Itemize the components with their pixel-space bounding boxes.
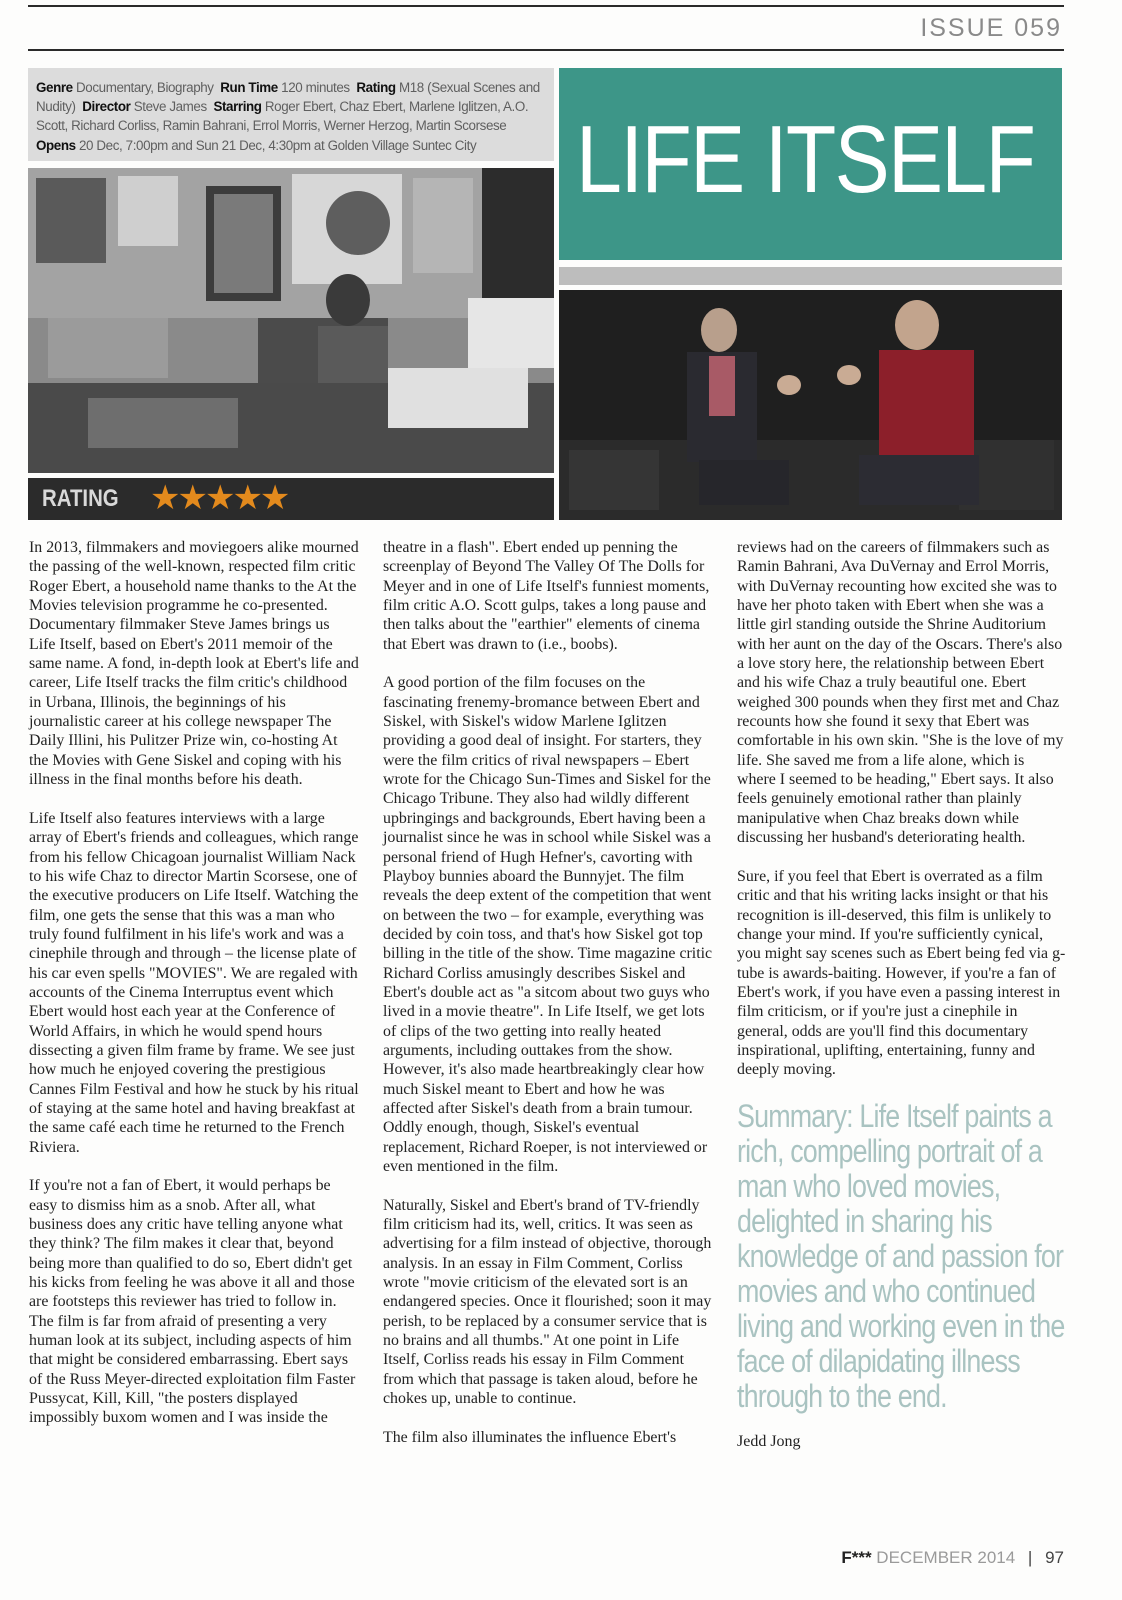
header-rule	[28, 49, 1064, 51]
rating-value: M18 (Sexual Scenes and Nudity)	[36, 80, 540, 115]
rating-stars	[150, 478, 288, 518]
review-summary: Summary: Life Itself paints a rich, compelling portrait of a man who loved movies, delighted in sharing his knowledge of and passion for movies and who continued living and working even in the face of dilapidating illness through to the end.	[737, 1097, 1065, 1414]
office-photo	[28, 168, 554, 473]
paragraph: reviews had on the careers of filmmakers such as Ramin Bahrani, Ava DuVernay and Errol Morris, with DuVernay recounting how excited she was to have her photo taken with Ebert when she was a little girl standing outside the Shrine Auditorium with her aunt on the day of the Oscars. There's also a love story here, the relationship between Ebert and his wife Chaz a truly beautiful one. Ebert weighed 300 pounds when they first met and Chaz recounts how she found it sexy that Ebert was comfortable in his own skin. "She is the love of my life. She saved me from a life alone, which is where I seemed to be heading," Ebert says. It also feels genuinely emotional rather than plainly manipulative when Chaz breaks down while discussing her husband's deteriorating health.	[737, 539, 1064, 847]
footer-separator: |	[1027, 1548, 1033, 1567]
runtime-label: Run Time	[220, 80, 278, 95]
half-star-icon: ★	[259, 478, 288, 518]
rating-label: Rating	[356, 80, 396, 95]
issue-number: ISSUE 059	[920, 14, 1062, 42]
page-footer	[841, 1548, 1064, 1568]
paragraph: The film also illuminates the influence Ebert's	[383, 1428, 677, 1446]
starring-value: Roger Ebert, Chaz Ebert, Marlene Iglitzen, A.O. Scott, Richard Corliss, Ramin Bahrani, Errol Morris, Werner Herzog, Martin Scorsese	[36, 99, 529, 134]
rating-bar	[28, 478, 554, 520]
paragraph: A good portion of the film focuses on the fascinating frenemy-bromance between Ebert and Siskel, with Siskel's widow Marlene Iglitzen providing a good deal of insight. For starters, they were the film critics of rival newspapers – Ebert wrote for the Chicago Sun-Times and Siskel for the Chicago Tribune. They also had wildly different upbringings and backgrounds, Ebert having been a journalist since he was in school while Siskel was a personal friend of Hugh Hefner's, cavorting with Playboy bunnies aboard the Bunnyjet. The film reveals the deep extent of the competition that went on between the two – for example, everything was decided by coin toss, and that's how Siskel got top billing in the title of the show. Time magazine critic Richard Corliss amusingly describes Siskel and Ebert's double act as "a sitcom about two guys who lived in a movie theatre". In Life Itself, we get lots of clips of the two getting into really heated arguments, including outtakes from the show. However, it's also made heartbreakingly clear how much Siskel meant to Ebert and how he was affected after Siskel's death from a brain tumour. Oddly enough, though, Siskel's eventual replacement, Richard Roeper, is not interviewed or even mentioned in the film.	[383, 674, 713, 1175]
page-number: 97	[1045, 1548, 1064, 1567]
paragraph: Sure, if you feel that Ebert is overrated as a film critic and that his writing lacks insight or that his recognition is ill-deserved, this film is unlikely to change your mind. If you're sufficiently cynical, you might say scenes such as Ebert being fed via g-tube is awards-baiting. However, if you're a fan of Ebert's work, if you have even a passing interest in film criticism, or if you're just a cinephile in general, odds are you'll find this documentary inspirational, uplifting, entertaining, funny and deeply moving.	[737, 867, 1066, 1079]
author-byline: Jedd Jong	[737, 1432, 801, 1450]
genre-value: Documentary, Biography	[76, 80, 214, 95]
paragraph: theatre in a flash". Ebert ended up penning the screenplay of Beyond The Valley Of The Dolls for Meyer and in one of Life Itself's funniest moments, film critic A.O. Scott gulps, takes a long pause and then talks about the "earthier" elements of cinema that Ebert was drawn to (i.e., boobs).	[383, 539, 710, 653]
magazine-name: F***	[841, 1548, 872, 1567]
article-column-3	[737, 538, 1067, 1451]
star-icons: ★★★★	[150, 478, 260, 518]
genre-label: Genre	[36, 80, 73, 95]
paragraph: Naturally, Siskel and Ebert's brand of TV-friendly film criticism had its, well, critics. It was seen as advertising for a film instead of objective, thorough analysis. In an essay in Film Comment, Corliss wrote "movie criticism of the elevated sort is an endangered species. Once it flourished; soon it may perish, to be replaced by a consumer service that is no brains and all thumbs." At one point in Life Itself, Corliss reads his essay in Film Comment from which that passage is taken aloud, before he chokes up, unable to continue.	[383, 1196, 712, 1408]
film-info-box	[28, 68, 554, 161]
director-value: Steve James	[133, 99, 207, 115]
starring-label: Starring	[213, 99, 262, 115]
title-banner	[559, 68, 1062, 260]
paragraph: Life Itself also features interviews with a large array of Ebert's friends and colleagues, which range from his fellow Chicagoan journalist William Nack to his wife Chaz to director Martin Scorsese, one of the executive producers on Life Itself. Watching the film, one gets the sense that this was a man who truly found fulfilment in his life's work and was a cinephile through and through – the license plate of his car even spells "MOVIES". We are regaled with accounts of the Cinema Interruptus event which Ebert would host each year at the Conference of World Affairs, in which he would spend hours dissecting a given film frame by frame. We see just how much he enjoyed covering the prestigious Cannes Film Festival and how he stuck by his ritual of staying at the same hotel and having breakfast at the same café each time he returned to the French Riviera.	[29, 809, 359, 1156]
issue-date: DECEMBER 2014	[876, 1548, 1016, 1567]
runtime-value: 120 minutes	[281, 80, 350, 95]
opens-label: Opens	[36, 137, 76, 153]
article-column-2	[383, 538, 713, 1467]
top-rule	[28, 5, 1064, 7]
article-column-1	[29, 538, 359, 1447]
office-photo-illustration	[28, 168, 554, 473]
rating-bar-label: RATING	[42, 485, 119, 512]
interview-photo-illustration	[559, 290, 1062, 520]
director-label: Director	[82, 99, 131, 115]
page-title: LIFE ITSELF	[576, 106, 1035, 213]
title-divider-bar	[559, 267, 1062, 285]
paragraph: If you're not a fan of Ebert, it would perhaps be easy to dismiss him as a snob. After all, what business does any critic have telling anyone what they think? The film makes it clear that, beyond being more than qualified to do so, Ebert didn't get his kicks from feeling he was above it all and those are footsteps this reviewer has tried to follow in. The film is far from afraid of presenting a very human look at its subject, including aspects of him that might be considered embarrassing. Ebert says of the Russ Meyer-directed exploitation film Faster Pussycat, Kill, Kill, "the posters displayed impossibly buxom women and I was inside the	[29, 1177, 356, 1427]
interview-photo	[559, 290, 1062, 520]
paragraph: In 2013, filmmakers and moviegoers alike mourned the passing of the well-known, respected film critic Roger Ebert, a household name thanks to the At the Movies television programme he co-presented. Documentary filmmaker Steve James brings us Life Itself, based on Ebert's 2011 memoir of the same name. A fond, in-depth look at Ebert's life and career, Life Itself tracks the film critic's childhood in Urbana, Illinois, the beginnings of his journalistic career at his college newspaper The Daily Illini, his Pulitzer Prize win, co-hosting At the Movies with Gene Siskel and coping with his illness in the final months before his death.	[29, 539, 359, 789]
opens-value: 20 Dec, 7:00pm and Sun 21 Dec, 4:30pm at Golden Village Suntec City	[79, 137, 477, 153]
